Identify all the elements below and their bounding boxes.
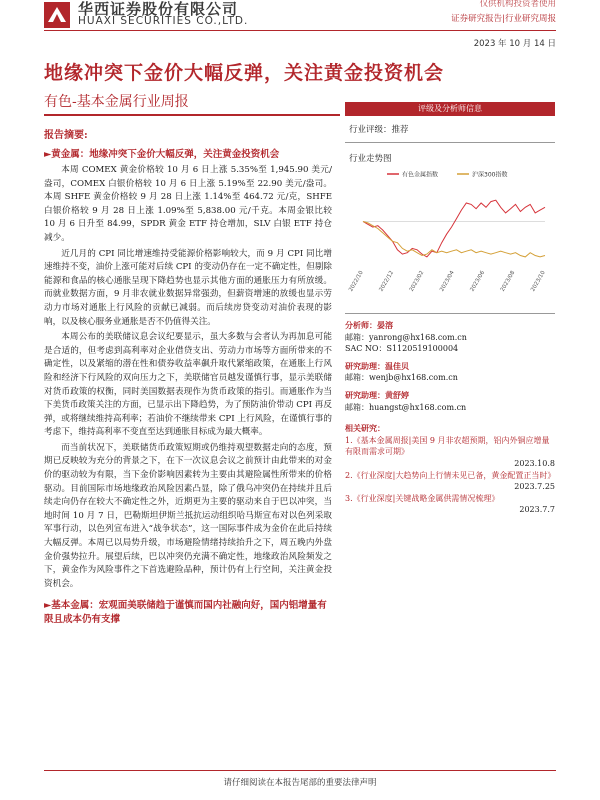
- analyst-email[interactable]: 邮箱：wenjb@hx168.com.cn: [345, 373, 458, 383]
- analyst-role: 分析师：晏溶: [345, 320, 393, 330]
- legal-notice: 请仔细阅读在本报告尾部的重要法律声明: [223, 778, 377, 788]
- legend-label: 有色金属指数: [402, 171, 439, 179]
- subtitle-divider: [44, 114, 340, 116]
- legend-label: 沪深300指数: [472, 171, 508, 179]
- base-metal-section-heading: ►基本金属：宏观面美联储趋于谨慎而国内社融向好，国内铝增量有限且成本仍有支撑: [44, 600, 327, 626]
- trend-chart-svg: [345, 164, 555, 294]
- header-divider: [44, 30, 556, 31]
- x-tick-label: 2023/10: [530, 270, 547, 293]
- company-name-cn: 华西证券股份有限公司: [78, 0, 239, 18]
- analyst-list: [345, 320, 555, 413]
- company-name-en: HUAXI SECURITIES CO.,LTD.: [78, 15, 249, 27]
- analyst-role: 研究助理：黄舒婷: [345, 389, 409, 400]
- analyst-block: [345, 361, 555, 384]
- abstract-label: 报告摘要:: [44, 130, 88, 141]
- related-date: 2023.7.7: [519, 505, 555, 515]
- report-subtitle: 有色-基本金属行业周报: [44, 94, 189, 110]
- gold-paragraph: 本周 COMEX 黄金价格较 10 月 6 日上涨 5.35%至 1,945.90 美元/盎司，COMEX 白银价格较 10 月 6 日上涨 5.19%至 22.90 美元/盎司。本周 SHFE 黄金价格较 9 月 28 日上涨 1.14%至 464.72 元/克，SHFE 白银价格较 9 月 28 日上涨 1.09%至 5,838.00 元/千克。本周金银比较 10 月 6 日升至 84.99，SPDR 黄金 ETF 持仓增加，SLV 白银 ETF 持仓减少。: [44, 165, 332, 243]
- trend-chart-title: 行业走势图: [349, 154, 392, 164]
- analyst-role: 研究助理：温佳贝: [345, 360, 409, 371]
- x-tick-label: 2022/12: [378, 270, 396, 293]
- analyst-block: [345, 390, 555, 413]
- trend-chart: [345, 164, 555, 314]
- x-tick-label: 2023/04: [439, 270, 456, 293]
- related-date: 2023.10.8: [514, 458, 555, 468]
- huaxi-logo-icon: [44, 2, 70, 28]
- related-item[interactable]: 1.《基本金属周报|美国 9 月非农超预期，铝内外铜应增量有限而需求可期》: [345, 435, 550, 457]
- related-title: 相关研究：: [345, 423, 385, 434]
- x-tick-label: 2023/02: [408, 270, 426, 293]
- analyst-cert: SAC NO：S1120519100004: [345, 344, 459, 354]
- industry-rating: 行业评级：推荐: [345, 116, 555, 143]
- related-item[interactable]: 2.《行业深度|大趋势向上行情未见已备，黄金配置正当时》: [345, 470, 556, 480]
- series-line-1: [363, 222, 545, 257]
- analyst-email[interactable]: 邮箱：yanrong@hx168.com.cn: [345, 332, 467, 342]
- series-line-0: [363, 200, 545, 257]
- analyst-block: [345, 320, 555, 355]
- gold-paragraph: 近几月的 CPI 同比增速维持受能源价格影响较大，而 9 月 CPI 同比增速维持不变，油价上涨可能对后续 CPI 的变动仍存在一定不确定性，但剔除能源和食品的核心通胀呈现下降趋势也显示其他方面的通胀压力有所放缓。而就业数据方面，9 月非农就业数据异常强劲，但薪资增速的放缓也显示劳动力市场对通胀上行风险的贡献已减弱。而后续房贷变动对油价表现的影响，以及核心服务业通胀是否不仍值得关注。: [44, 248, 332, 327]
- report-category: 证券研究报告|行业研究周报: [451, 14, 556, 24]
- related-date: 2023.7.25: [514, 482, 555, 492]
- footer-divider: [44, 770, 556, 771]
- company-logo: [44, 2, 274, 32]
- analyst-email[interactable]: 邮箱：huangst@hx168.com.cn: [345, 402, 467, 412]
- sidebar: [345, 102, 555, 516]
- investor-note: 仅供机构投资者使用: [479, 0, 556, 9]
- report-date: 2023 年 10 月 14 日: [473, 39, 556, 49]
- gold-paragraph: 本周公布的美联储议息会议纪要显示，虽大多数与会者认为再加息可能是合适的，但考虑到高利率对企业借贷支出、劳动力市场等方面所带来的不确定性，以及紧缩的潜在性和债券收益率飙升取代紧缩政策，在通胀上行风险和经济下行风险的双向压力之下，美联储官员越发谨慎行事，显示美联储对货币政策的权衡，同时美国数据表现作为货币政策的指引。而通胀作为当下美货币政策关注的方面，已显示出下降趋势，为了预防油价带动 CPI 再反弹，或将继续维持高利率；若油价不继续带来 CPI 上行风险，在谨慎行事的考虑下，维持高利率不变直至达到通胀目标成为最大概率。: [44, 332, 332, 438]
- x-tick-label: 2023/06: [469, 270, 487, 293]
- gold-paragraph: 而当前状况下，美联储货币政策短期或仍维持观望数据走向的态度，预期已反映较为充分的背景之下，在下一次议息会议之前预计由此带来的对金价的驱动较为有限，当下金价影响因素转为主要由其避险属性所带来的价格驱动。目前国际市场地缘政治风险因素凸显，除了俄乌冲突仍在持续并且后续走向仍存在较大不确定性之外，近期更为主要的驱动来自于巴以冲突，当地时间 10 月 7 日，巴勒斯坦伊斯兰抵抗运动组织哈马斯宣布对以色列采取军事行动，以色列宣布进入“战争状态”，这一国际事件成为金价在此后持续大幅反弹。本周已以局势升级，市场避险情绪持续抬升之下，周五晚内外盘金价强势拉升。展望后续，巴以冲突仍充满不确定性，地缘政治风险频发之下，黄金作为风险事件之下首选避险品种，预计仍有上行空间，关注黄金投资机会。: [44, 442, 332, 589]
- x-tick-label: 2023/08: [499, 270, 517, 293]
- gold-section-heading: ►黄金属：地缘冲突下金价大幅反弹，关注黄金投资机会: [44, 149, 280, 160]
- related-item[interactable]: 3.《行业深度|关键战略金属供需情况梳理》: [345, 493, 500, 503]
- x-tick-label: 2022/10: [348, 270, 365, 293]
- abstract-column: [44, 126, 332, 627]
- sidebar-box-title: 评级及分析师信息: [345, 102, 555, 116]
- related-research: [345, 423, 555, 516]
- report-title: 地缘冲突下金价大幅反弹，关注黄金投资机会: [44, 62, 445, 84]
